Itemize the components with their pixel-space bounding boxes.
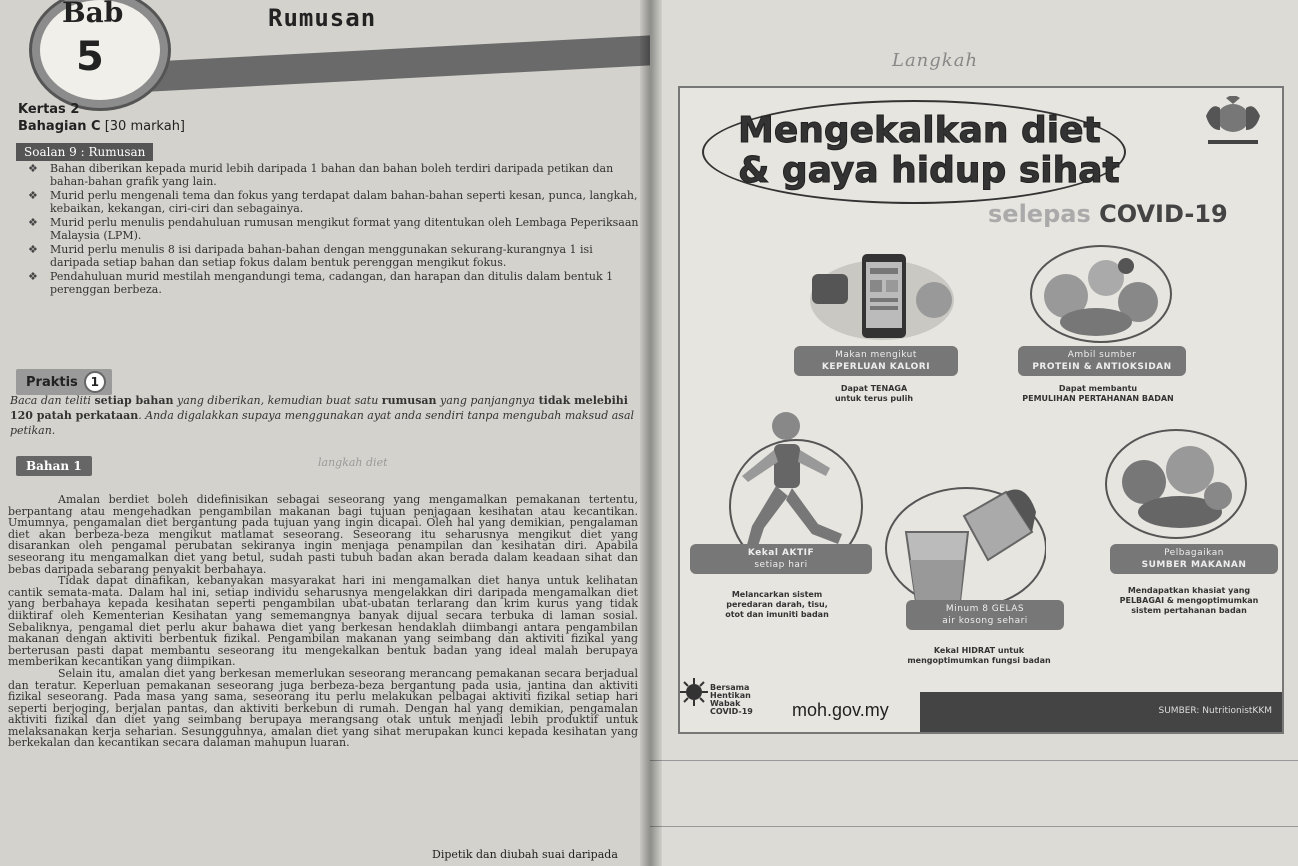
caption-line: untuk terus pulih — [834, 394, 914, 403]
caption-line: peredaran darah, tisu, — [726, 600, 828, 609]
calorie-caption — [804, 384, 944, 404]
caption-line: mengoptimumkan fungsi badan — [907, 656, 1051, 665]
chapter-label: Bab — [62, 0, 124, 29]
pill-line-bold: PROTEIN & ANTIOKSIDAN — [1032, 362, 1172, 372]
right-page — [650, 0, 1298, 866]
phone-calories-icon — [802, 250, 962, 342]
poster-title-line1: Mengekalkan diet — [738, 110, 1101, 151]
practice-tag — [16, 369, 112, 395]
caption-line: Mendapatkan khasiat yang — [1127, 586, 1251, 595]
protein-pill — [1018, 346, 1186, 376]
food-caption — [1100, 586, 1278, 616]
caption-line: Kekal HIDRAT untuk — [933, 646, 1025, 655]
guideline-item: ❖ Murid perlu menulis pendahuluan rumusan mengikut format yang ditentukan oleh Lembaga Peperiksaan Malaysia (LPM). — [28, 216, 640, 242]
pill-line: setiap hari — [754, 560, 808, 570]
caption-line: Dapat membantu — [1058, 384, 1138, 393]
water-pill — [906, 600, 1064, 630]
protein-caption — [1000, 384, 1196, 404]
caption-line: otot dan imuniti badan — [725, 610, 829, 619]
poster-source: SUMBER: NutritionistKKM — [1158, 706, 1272, 716]
chapter-title: Rumusan — [268, 4, 377, 32]
poster-title-line2: & gaya hidup sihat — [738, 150, 1120, 191]
website-label: moh.gov.my — [792, 700, 889, 720]
logo-line: Bersama — [710, 683, 750, 692]
handwritten-note: langkah diet — [318, 456, 388, 469]
passage — [8, 494, 638, 749]
caption-line: sistem pertahanan badan — [1131, 606, 1247, 615]
ruled-line — [650, 760, 1298, 761]
pill-line-bold: KEPERLUAN KALORI — [821, 362, 931, 372]
guideline-item: ❖ Murid perlu menulis 8 isi daripada bahan-bahan dengan menggunakan sekurang-kurangnya 1 isi daripada setiap bahan dan setiap fokus dalam bentuk perenggan mengikut fokus. — [28, 243, 640, 269]
header-band — [150, 34, 650, 91]
pill-line-bold: SUMBER MAKANAN — [1141, 560, 1247, 570]
water-caption — [884, 646, 1074, 666]
government-crest-icon — [1198, 96, 1268, 152]
guideline-item: ❖ Pendahuluan murid mestilah mengandungi tema, cadangan, dan harapan dan ditulis dalam bentuk 1 perenggan berbeza. — [28, 270, 640, 296]
calorie-pill — [794, 346, 958, 376]
food-variety-icon — [1100, 424, 1252, 544]
health-poster — [678, 86, 1284, 734]
instruction-text — [10, 393, 644, 438]
pill-line: Pelbagaikan — [1164, 548, 1224, 558]
ruled-line — [650, 826, 1298, 827]
handwritten-heading: Langkah — [892, 50, 979, 71]
virus-logo-icon — [680, 678, 708, 706]
poster-title-light: selepas — [988, 200, 1100, 228]
food-pill — [1110, 544, 1278, 574]
water-glass-icon — [876, 482, 1046, 612]
campaign-logo — [710, 684, 753, 716]
pill-line: Makan mengikut — [835, 350, 917, 360]
section-marks: [30 markah] — [100, 119, 186, 134]
book-gutter — [640, 0, 662, 866]
guideline-item: ❖ Bahan diberikan kepada murid lebih daripada 1 bahan dan bahan boleh terdiri daripada petikan dan bahan-bahan grafik yang lain. — [28, 162, 640, 188]
passage-paragraph: Amalan berdiet boleh didefinisikan sebagai seseorang yang mengamalkan pemakanan tertentu, berpantang atau mengehadkan pengambilan makanan bagi tujuan penjagaan kesihatan atau kecantikan. Umumnya, pengamalan diet bergantung pada tujuan yang ingin dicapai. Oleh hal yang demikian, pengalaman diet akan berbeza-beza mengikut matlamat seseorang. Seseorang itu seharusnya mengikut diet yang disarankan oleh pengamal perubatan sekiranya ingin menjaga penampilan dan kesihatan diri. Apabila seseorang itu mengamalkan diet yang betul, sudah pasti tubuh badan akan berada dalam keadaan sihat dan bebas daripada sebarang penyakit berbahaya. — [8, 493, 638, 576]
logo-line: Wabak — [710, 699, 741, 708]
paper-label: Kertas 2 — [18, 102, 80, 117]
question-tag: Soalan 9 : Rumusan — [16, 143, 153, 161]
instruction-bold: rumusan — [381, 394, 437, 407]
instruction-part: . Anda digalakkan supaya menggunakan ayat anda sendiri tanpa mengubah maksud asal petikan. — [10, 409, 635, 437]
section-label — [18, 119, 185, 134]
logo-line: COVID-19 — [710, 707, 753, 716]
instruction-part: yang diberikan, kemudian buat satu — [173, 394, 382, 407]
caption-line: Dapat TENAGA — [840, 384, 908, 393]
protein-food-icon — [1026, 244, 1176, 348]
guideline-list — [28, 162, 640, 297]
practice-number: 1 — [84, 371, 106, 393]
caption-line: PELBAGAI & mengoptimumkan — [1119, 596, 1259, 605]
active-pill — [690, 544, 872, 574]
pill-line: air kosong sehari — [942, 616, 1028, 626]
passage-paragraph: Selain itu, amalan diet yang berkesan memerlukan seseorang merancang pemakanan secara berjadual dan teratur. Keperluan pemakanan seseorang juga berbeza-beza bergantung pada usia, jantina dan aktiviti fizikal seseorang. Pada masa yang sama, seseorang itu perlu melakukan pelbagai aktiviti fizikal setiap hari seperti berjoging, berjalan pantas, dan aktiviti berkebun di rumah. Dengan hal yang demikian, pengamalan aktiviti fizikal dan diet yang seimbang berupaya merangsang otak untuk menjadi lebih produktif untuk melaksanakan kerja seharian. Sesungguhnya, amalan diet yang sihat merupakan kunci kepada kesihatan yang berkekalan dan kecantikan secara dalaman mahupun luaran. — [8, 666, 638, 750]
material-tag: Bahan 1 — [16, 456, 92, 476]
pill-line: Ambil sumber — [1067, 350, 1137, 360]
instruction-part: yang panjangnya — [436, 394, 539, 407]
logo-line: Hentikan — [710, 691, 751, 700]
chapter-number: 5 — [76, 34, 104, 80]
pill-line-bold: Kekal AKTIF — [747, 548, 815, 558]
guideline-item: ❖ Murid perlu mengenali tema dan fokus yang terdapat dalam bahan-bahan seperti kesan, punca, langkah, kebaikan, kekangan, ciri-ciri dan sebagainya. — [28, 189, 640, 215]
pill-line: Minum 8 GELAS — [945, 604, 1025, 614]
passage-paragraph: Tidak dapat dinafikan, kebanyakan masyarakat hari ini mengamalkan diet hanya untuk kelihatan cantik semata-mata. Dalam hal ini, setiap individu seharusnya mengelakkan diri daripada mengamalkan diet yang berbahaya kepada kesihatan seperti pengambilan ubat-ubatan terlarang dan krim kurus yang tidak diiktiraf oleh Kementerian Kesihatan yang sememangnya banyak dijual secara terbuka di laman sosial. Sebaliknya, pengamal diet perlu akur bahawa diet yang berkesan hendaklah diimbangi antara pengambilan makanan dengan aktiviti berbentuk fizikal. Pengambilan makanan yang seimbang dan aktiviti fizikal yang berterusan pasti dapat membantu seseorang itu mengekalkan bentuk badan yang ideal malah berupaya memberikan kecantikan yang diimpikan. — [8, 574, 638, 669]
poster-title-bold: COVID-19 — [1099, 200, 1228, 228]
poster-title-line3 — [988, 200, 1228, 228]
source-credit: Dipetik dan diubah suai daripada — [432, 848, 618, 861]
instruction-bold: tidak melebihi 120 patah perkataan — [10, 394, 628, 422]
instruction-part: Baca dan teliti — [10, 394, 95, 407]
active-caption — [702, 590, 852, 620]
instruction-bold: setiap bahan — [94, 394, 174, 407]
caption-line: Melancarkan sistem — [731, 590, 823, 599]
practice-label: Praktis — [26, 375, 78, 390]
section-name: Bahagian C — [18, 119, 101, 134]
caption-line: PEMULIHAN PERTAHANAN BADAN — [1022, 394, 1174, 403]
